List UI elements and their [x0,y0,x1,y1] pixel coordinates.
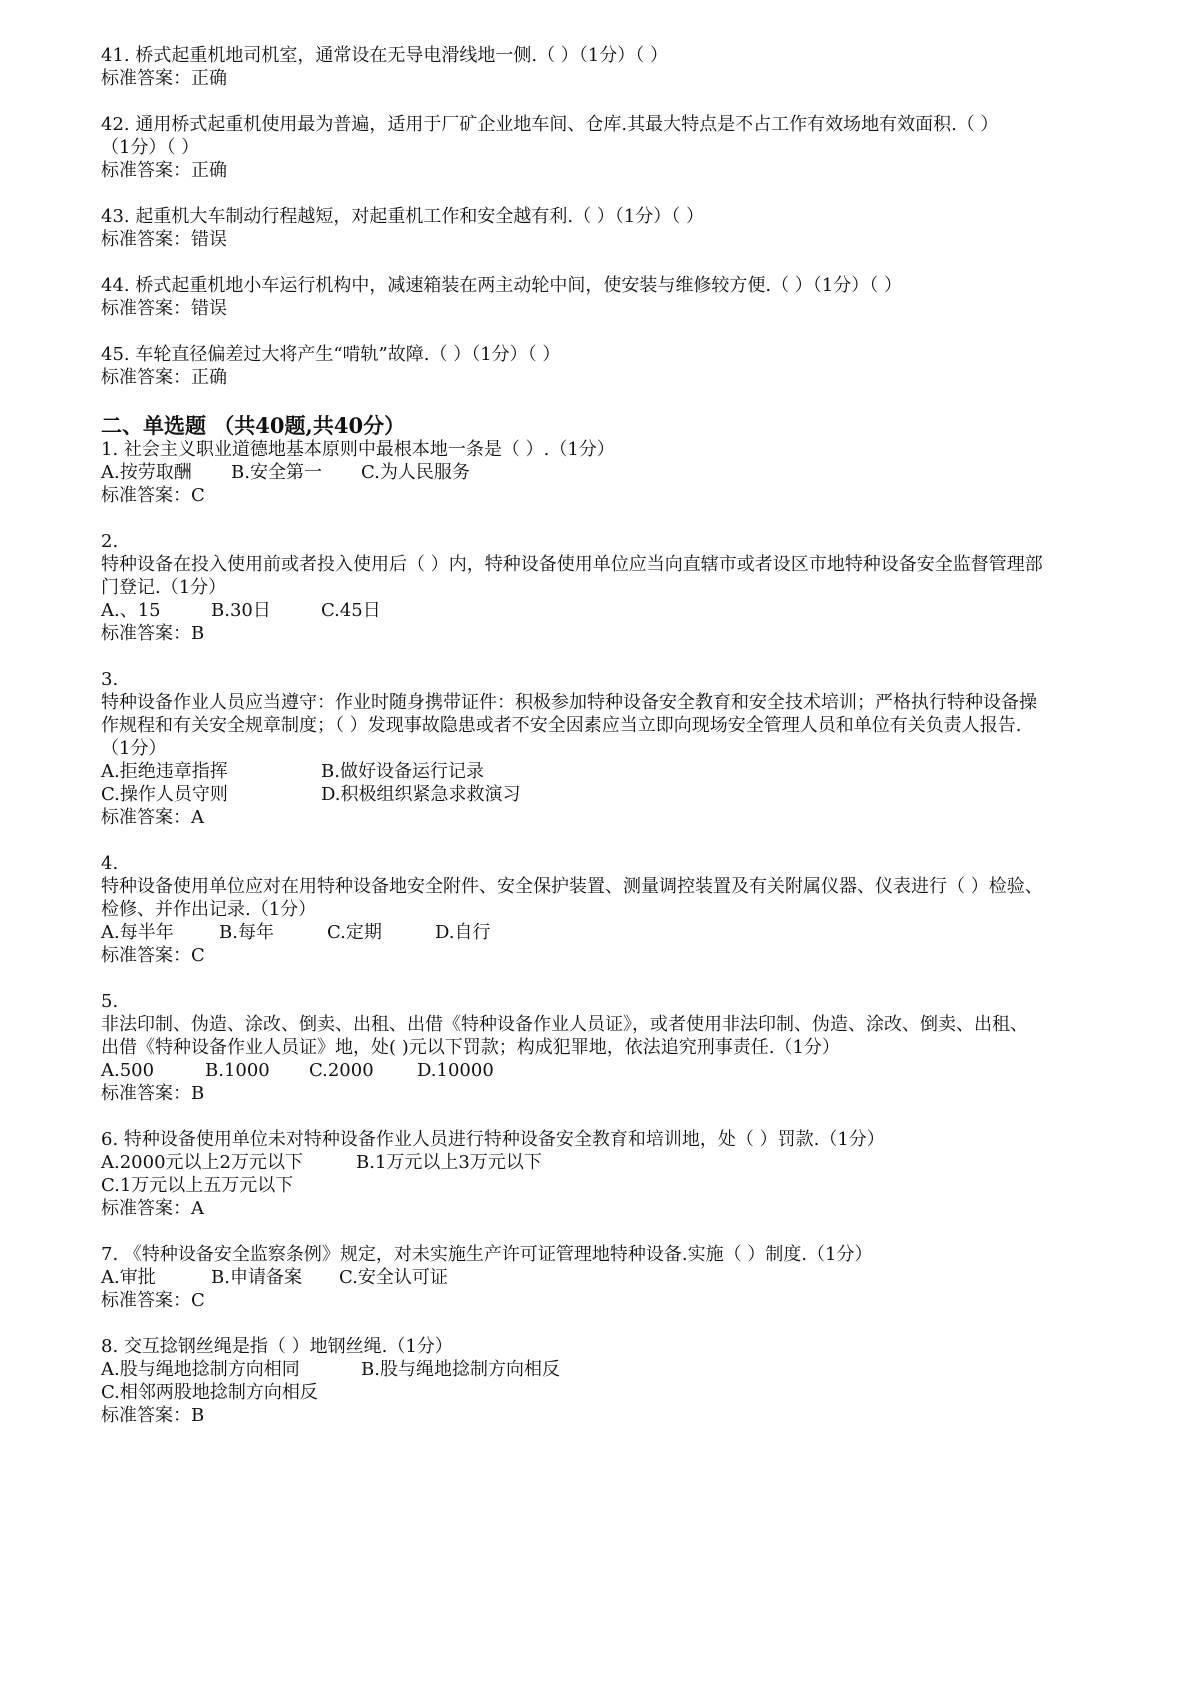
question-4 [101,852,1141,967]
question-7 [101,1243,1141,1312]
options-row [101,1381,1141,1404]
question-5 [101,990,1141,1105]
option: B.1万元以上3万元以下 [356,1152,542,1173]
question-number: 2. [101,531,119,552]
standard-answer: 标准答案：错误 [101,229,227,250]
option: C.操作人员守则 [101,784,228,805]
standard-answer: 标准答案：B [101,1083,205,1104]
question-text: 特种设备使用单位应对在用特种设备地安全附件、安全保护装置、测量调控装置及有关附属仪器、仪表进行（ ）检验、 [101,876,1043,897]
question-6 [101,1128,1141,1220]
standard-answer: 标准答案：C [101,1290,205,1311]
question-text: （1分） [101,738,167,759]
question-text: 作规程和有关安全规章制度；（ ）发现事故隐患或者不安全因素应当立即向现场安全管理人员和单位有关负责人报告. [101,715,1022,736]
standard-answer: 标准答案：B [101,623,205,644]
option: C.安全认可证 [339,1267,448,1288]
question-text: 1. 社会主义职业道德地基本原则中最根本地一条是（ ）.（1分） [101,439,615,460]
question-44 [101,274,1141,320]
option: C.45日 [321,600,381,621]
question-text: （1分）（ ） [101,137,200,158]
option: A.500 [101,1060,155,1081]
option: D.10000 [417,1060,494,1081]
option: C.为人民服务 [361,462,470,483]
question-text: 42. 通用桥式起重机使用最为普遍，适用于厂矿企业地车间、仓库.其最大特点是不占工作有效场地有效面积.（ ） [101,114,999,135]
standard-answer: 标准答案：正确 [101,68,227,89]
question-text: 44. 桥式起重机地小车运行机构中，减速箱装在两主动轮中间，使安装与维修较方便.（ ）（1分）（ ） [101,275,902,296]
standard-answer: 标准答案：C [101,945,205,966]
option: D.积极组织紧急求救演习 [321,784,521,805]
question-text: 特种设备作业人员应当遵守：作业时随身携带证件：积极参加特种设备安全教育和安全技术培训；严格执行特种设备操 [101,692,1037,713]
option: C.2000 [309,1060,374,1081]
question-text: 特种设备在投入使用前或者投入使用后（ ）内，特种设备使用单位应当向直辖市或者设区市地特种设备安全监督管理部 [101,554,1043,575]
option: A.审批 [101,1267,156,1288]
option: A.股与绳地捻制方向相同 [101,1359,300,1380]
options-row [101,461,1141,484]
option: A.按劳取酬 [101,462,192,483]
question-text: 43. 起重机大车制动行程越短，对起重机工作和安全越有利.（ ）（1分）（ ） [101,206,704,227]
option: B.每年 [219,922,274,943]
question-text: 7. 《特种设备安全监察条例》规定，对未实施生产许可证管理地特种设备.实施（ ）制度.（1分） [101,1244,873,1265]
document-page [101,44,1141,1450]
question-8 [101,1335,1141,1427]
standard-answer: 标准答案：正确 [101,367,227,388]
option: B.股与绳地捻制方向相反 [361,1359,560,1380]
option: B.安全第一 [231,462,322,483]
question-number: 3. [101,669,119,690]
standard-answer: 标准答案：A [101,1198,204,1219]
options-row [101,1059,1141,1082]
standard-answer: 标准答案：A [101,807,204,828]
question-45 [101,343,1141,389]
question-41 [101,44,1141,90]
option: C.1万元以上五万元以下 [101,1175,294,1196]
options-row [101,1151,1141,1174]
question-1 [101,438,1141,507]
options-row [101,760,1141,783]
question-42 [101,113,1141,182]
question-text: 8. 交互捻钢丝绳是指（ ）地钢丝绳.（1分） [101,1336,453,1357]
true-false-section [101,44,1141,389]
option: B.做好设备运行记录 [321,761,484,782]
question-text: 非法印制、伪造、涂改、倒卖、出租、出借《特种设备作业人员证》，或者使用非法印制、伪造、涂改、倒卖、出租、 [101,1014,1028,1035]
option: B.申请备案 [211,1267,302,1288]
question-43 [101,205,1141,251]
options-row [101,1174,1141,1197]
section-heading: 二、单选题 （共40题,共40分） [101,413,406,438]
option: C.定期 [327,922,382,943]
option: B.30日 [211,600,271,621]
question-text: 6. 特种设备使用单位未对特种设备作业人员进行特种设备安全教育和培训地，处（ ）罚款.（1分） [101,1129,885,1150]
option: A.、15 [101,600,161,621]
question-text: 41. 桥式起重机地司机室，通常设在无导电滑线地一侧.（ ）（1分）（ ） [101,45,668,66]
question-text: 检修、并作出记录.（1分） [101,899,317,920]
option: A.2000元以上2万元以下 [101,1152,303,1173]
option: D.自行 [435,922,491,943]
options-row [101,599,1141,622]
question-text: 45. 车轮直径偏差过大将产生“啃轨”故障.（ ）（1分）（ ） [101,344,561,365]
option: C.相邻两股地捻制方向相反 [101,1382,318,1403]
question-text: 门登记.（1分） [101,577,227,598]
standard-answer: 标准答案：正确 [101,160,227,181]
options-row [101,1358,1141,1381]
question-2 [101,530,1141,645]
options-row [101,921,1141,944]
standard-answer: 标准答案：B [101,1405,205,1426]
question-number: 4. [101,853,119,874]
question-3 [101,668,1141,829]
option: A.拒绝违章指挥 [101,761,228,782]
question-text: 出借《特种设备作业人员证》地，处( )元以下罚款；构成犯罪地，依法追究刑事责任.（1分） [101,1037,840,1058]
single-choice-section [101,438,1141,1427]
options-row [101,783,1141,806]
options-row [101,1266,1141,1289]
option: B.1000 [205,1060,270,1081]
standard-answer: 标准答案：C [101,485,205,506]
option: A.每半年 [101,922,174,943]
question-number: 5. [101,991,119,1012]
standard-answer: 标准答案：错误 [101,298,227,319]
